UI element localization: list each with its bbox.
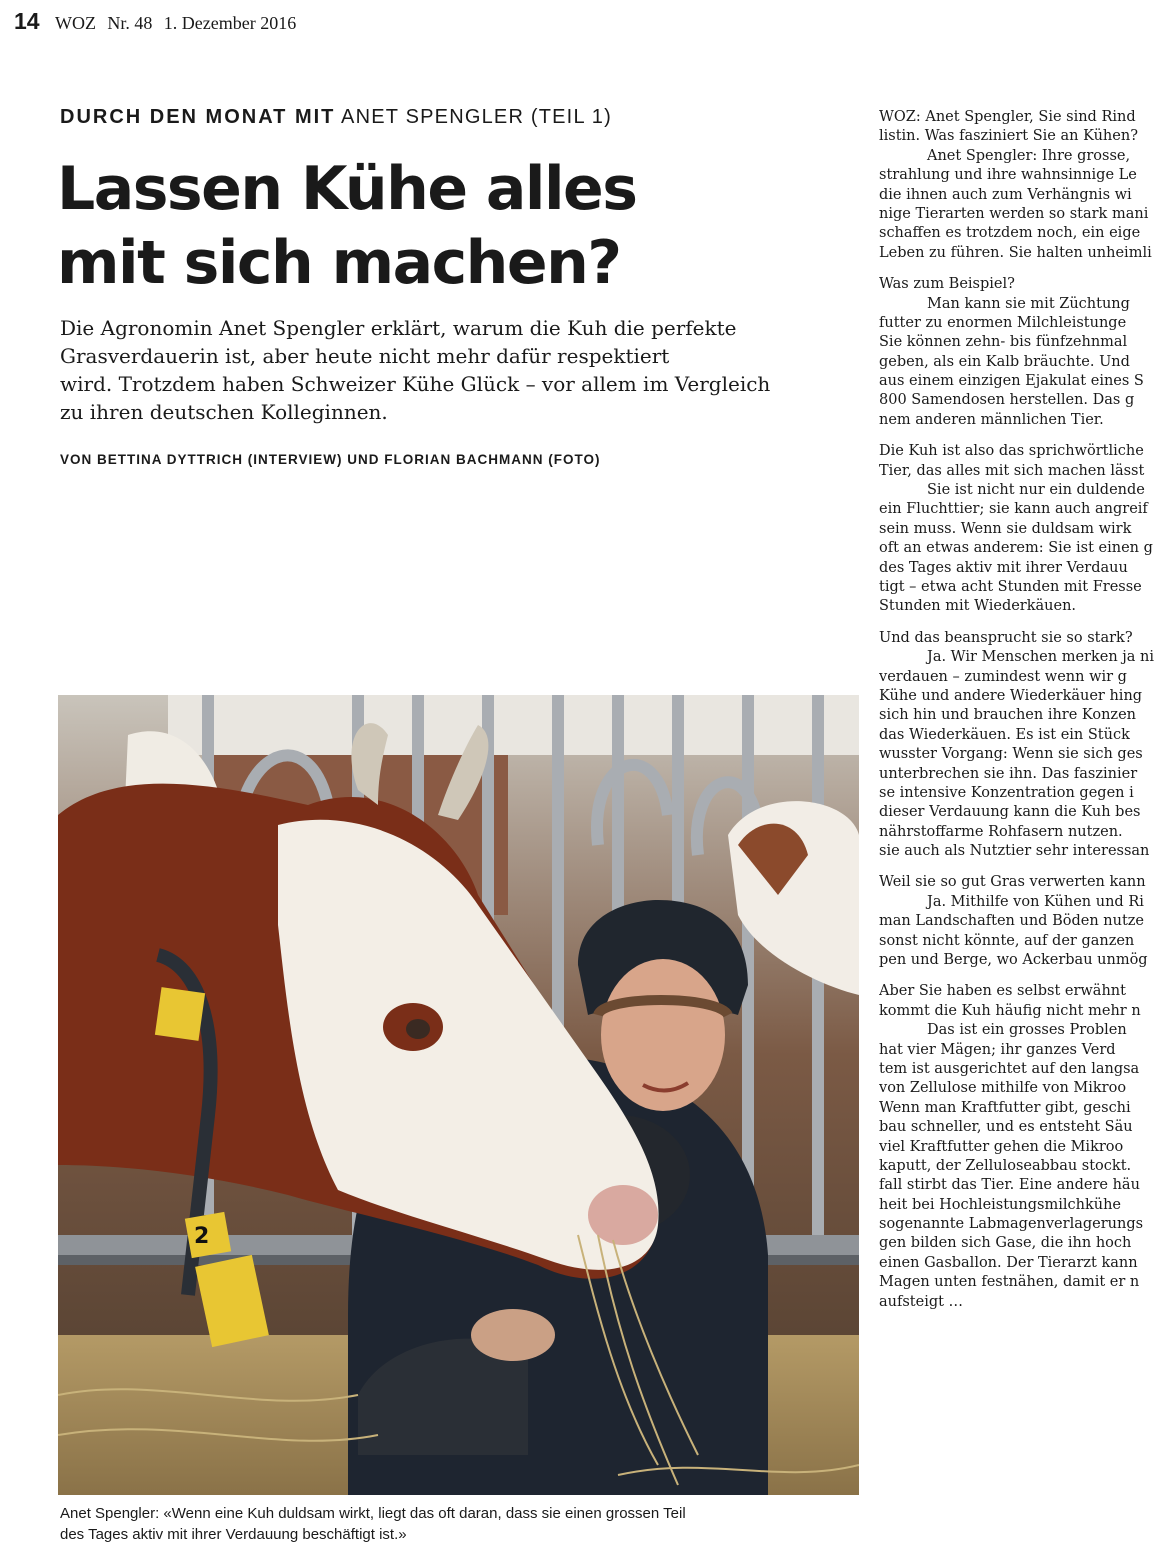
interview-answer-line: Kühe und andere Wiederkäuer hing [879, 687, 1143, 704]
interview-answer-line: gen bilden sich Gase, die ihn hoch [879, 1235, 1132, 1252]
interview-answer-line: oft an etwas anderem: Sie ist einen g [879, 540, 1153, 557]
page-number: 14 [14, 8, 40, 34]
interview-column [879, 108, 1173, 1564]
issue-date: 1. Dezember 2016 [163, 13, 297, 33]
interview-answer-line: dieser Verdauung kann die Kuh bes [879, 804, 1141, 821]
photo-caption [60, 1503, 850, 1545]
article-lead [60, 314, 800, 426]
interview-answer-line: Ja. Mithilfe von Kühen und Ri [927, 893, 1144, 910]
interview-answer-line: hat vier Mägen; ihr ganzes Verd [879, 1041, 1116, 1058]
interview-answer-line: futter zu enormen Milchleistunge [879, 314, 1127, 331]
interview-answer-line: man Landschaften und Böden nutze [879, 913, 1144, 930]
article-byline: VON BETTINA DYTTRICH (INTERVIEW) UND FLORIAN BACHMANN (FOTO) [60, 452, 601, 467]
kicker-series: DURCH DEN MONAT MIT [60, 106, 336, 128]
lead-line: Grasverdauerin ist, aber heute nicht mehr dafür respektiert [60, 344, 670, 368]
interview-question-line: Und das beansprucht sie so stark? [879, 629, 1133, 646]
interview-answer-line: die ihnen auch zum Verhängnis wi [879, 186, 1132, 203]
interview-answer-line: von Zellulose mithilfe von Mikroo [879, 1080, 1127, 1097]
interview-answer-line: tem ist ausgerichtet auf den langsa [879, 1060, 1140, 1077]
interview-answer-line: pen und Berge, wo Ackerbau unmög [879, 952, 1148, 969]
interview-answer-line: sie auch als Nutztier sehr interessan [879, 843, 1150, 860]
issue-number: Nr. 48 [107, 13, 153, 33]
interview-answer-line: tigt – etwa acht Stunden mit Fresse [879, 578, 1142, 595]
caption-line: Anet Spengler: «Wenn eine Kuh duldsam wirkt, liegt das oft daran, dass sie einen grossen Teil [60, 1505, 686, 1522]
interview-answer-line: wusster Vorgang: Wenn sie sich ges [879, 746, 1143, 763]
interview-answer-line: das Wiederkäuen. Es ist ein Stück [879, 726, 1130, 743]
interview-answer-line: se intensive Konzentration gegen i [879, 784, 1134, 801]
interview-question-line: Tier, das alles mit sich machen lässt [879, 462, 1145, 479]
article-headline [57, 152, 777, 300]
interview-answer-line: Ja. Wir Menschen merken ja ni [927, 649, 1155, 666]
interview-answer-line: viel Kraftfutter gehen die Mikroo [879, 1138, 1124, 1155]
interview-answer-line: Man kann sie mit Züchtung [927, 295, 1130, 312]
interview-answer-line: Stunden mit Wiederkäuen. [879, 598, 1077, 615]
interview-answer-line: sich hin und brauchen ihre Konzen [879, 707, 1136, 724]
interview-answer-line: kaputt, der Zelluloseabbau stockt. [879, 1157, 1132, 1174]
interview-answer-line: fall stirbt das Tier. Eine andere häu [879, 1177, 1140, 1194]
lead-line: zu ihren deutschen Kolleginnen. [60, 400, 388, 424]
ear-tag-number: 2 [194, 1224, 210, 1249]
interview-answer-line: Wenn man Kraftfutter gibt, geschi [879, 1099, 1131, 1116]
caption-line: des Tages aktiv mit ihrer Verdauung beschäftigt ist.» [60, 1526, 407, 1543]
interview-answer-line: verdauen – zumindest wenn wir g [879, 668, 1127, 685]
lead-line: Die Agronomin Anet Spengler erklärt, warum die Kuh die perfekte [60, 316, 737, 340]
article-photo [58, 695, 859, 1495]
interview-question-line: Aber Sie haben es selbst erwähnt [879, 983, 1126, 1000]
interview-answer-line: Sie ist nicht nur ein duldende [927, 482, 1145, 499]
interview-answer-line: Leben zu führen. Sie halten unheimli [879, 244, 1152, 261]
lead-line: wird. Trotzdem haben Schweizer Kühe Glück – vor allem im Vergleich [60, 372, 771, 396]
interview-answer-line: 800 Samendosen herstellen. Das g [879, 392, 1135, 409]
interview-answer-line: aufsteigt … [879, 1293, 964, 1310]
interview-question-line: Die Kuh ist also das sprichwörtliche [879, 443, 1144, 460]
interview-question-line: Was zum Beispiel? [879, 276, 1015, 293]
interview-answer-line: aus einem einzigen Ejakulat eines S [879, 373, 1144, 390]
cow-and-woman-illustration [58, 695, 859, 1495]
interview-question-line: kommt die Kuh häufig nicht mehr n [879, 1002, 1141, 1019]
interview-answer-line: ein Fluchttier; sie kann auch angreif [879, 501, 1148, 518]
interview-answer-line: sogenannte Labmagenverlagerungs [879, 1216, 1144, 1233]
interview-answer-line: bau schneller, und es entsteht Säu [879, 1119, 1133, 1136]
interview-answer-line: strahlung und ihre wahnsinnige Le [879, 167, 1137, 184]
interview-answer-line: Magen unten festnähen, damit er n [879, 1274, 1140, 1291]
interview-answer-line: nem anderen männlichen Tier. [879, 411, 1104, 428]
interview-answer-line: unterbrechen sie ihn. Das faszinier [879, 765, 1138, 782]
interview-answer-line: einen Gasballon. Der Tierarzt kann [879, 1254, 1138, 1271]
interview-answer-line: heit bei Hochleistungsmilchkühe [879, 1196, 1121, 1213]
page-header [14, 8, 302, 35]
publication-name: WOZ [55, 13, 96, 33]
paragraph-gap [879, 263, 1173, 275]
article-kicker [60, 106, 612, 129]
paragraph-gap [879, 617, 1173, 629]
paragraph-gap [879, 970, 1173, 982]
interview-answer-line: Sie können zehn- bis fünfzehnmal [879, 334, 1128, 351]
paragraph-gap [879, 861, 1173, 873]
interview-answer-line: nige Tierarten werden so stark mani [879, 205, 1149, 222]
interview-answer-line: sonst nicht könnte, auf der ganzen [879, 932, 1135, 949]
headline-line: Lassen Kühe alles [57, 154, 637, 224]
headline-line: mit sich machen? [57, 228, 621, 298]
interview-answer-line: sein muss. Wenn sie duldsam wirk [879, 520, 1132, 537]
interview-question-line: Weil sie so gut Gras verwerten kann [879, 874, 1146, 891]
interview-answer-line: Das ist ein grosses Problen [927, 1022, 1127, 1039]
paragraph-gap [879, 430, 1173, 442]
interview-question-line: listin. Was fasziniert Sie an Kühen? [879, 128, 1138, 145]
interview-answer-line: schaffen es trotzdem noch, ein eige [879, 225, 1141, 242]
interview-answer-line: geben, als ein Kalb bräuchte. Und [879, 353, 1130, 370]
interview-question-line: WOZ: Anet Spengler, Sie sind Rind [879, 109, 1136, 125]
interview-answer-line: des Tages aktiv mit ihrer Verdauu [879, 559, 1128, 576]
interview-answer-line: nährstoffarme Rohfasern nutzen. [879, 823, 1123, 840]
kicker-person: ANET SPENGLER (TEIL 1) [341, 106, 612, 128]
interview-answer-line: Anet Spengler: Ihre grosse, [927, 147, 1131, 164]
